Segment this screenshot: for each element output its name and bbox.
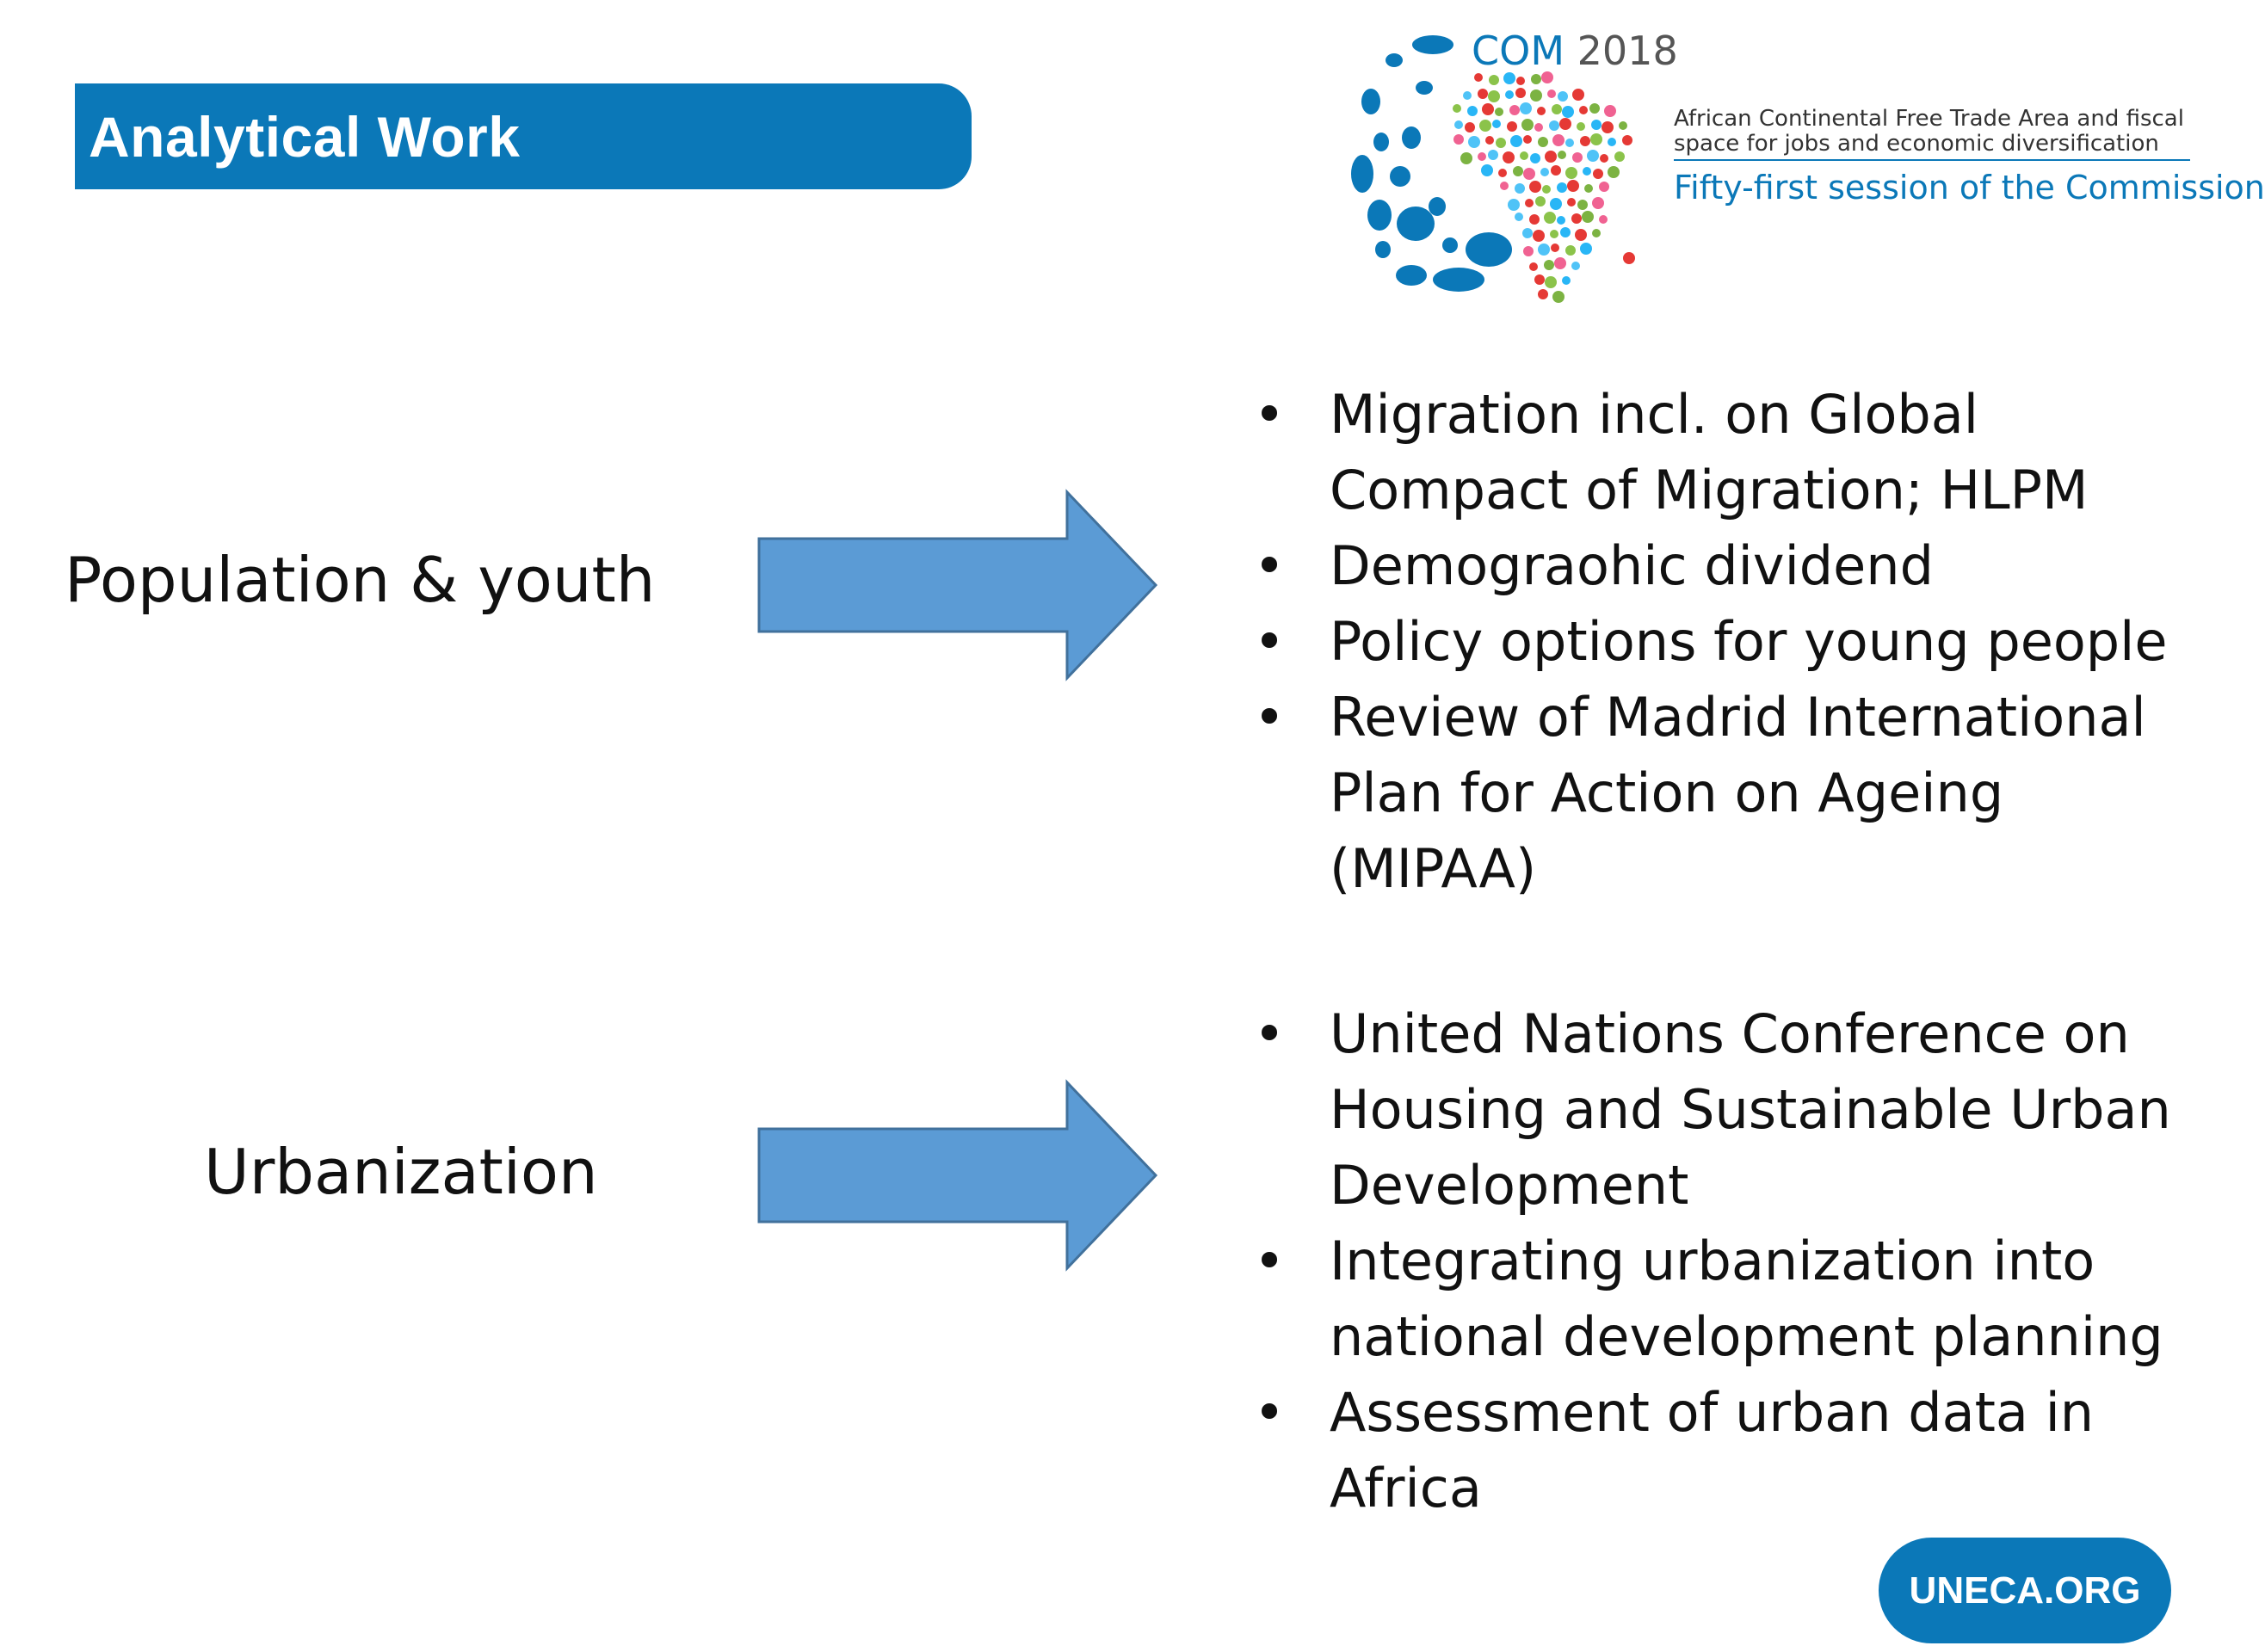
logo-dot bbox=[1565, 139, 1574, 147]
logo-dot bbox=[1567, 180, 1579, 192]
bullet-icon: • bbox=[1253, 610, 1286, 673]
list-item-text: Demograohic dividend bbox=[1330, 534, 1934, 597]
logo-dot bbox=[1508, 199, 1520, 211]
logo-dot bbox=[1571, 262, 1580, 270]
logo-dot bbox=[1454, 120, 1463, 129]
logo-dot bbox=[1562, 276, 1571, 285]
logo-dot bbox=[1545, 276, 1557, 288]
logo-dot bbox=[1577, 122, 1585, 131]
logo-dot bbox=[1599, 182, 1609, 192]
logo-session: Fifty-first session of the Commission bbox=[1674, 169, 2265, 206]
list-item bbox=[1252, 604, 2190, 680]
logo-dot bbox=[1604, 105, 1616, 117]
list-item bbox=[1252, 528, 2190, 604]
bullet-icon: • bbox=[1253, 383, 1286, 446]
logo-dot bbox=[1529, 214, 1540, 225]
logo-dot bbox=[1551, 243, 1559, 252]
logo-description: African Continental Free Trade Area and fiscal space for jobs and economic diversification bbox=[1674, 106, 2184, 157]
logo-dot bbox=[1580, 243, 1592, 255]
uneca-label: UNECA.ORG bbox=[1909, 1569, 2141, 1612]
list-item-text: United Nations Conference on Housing and Sustainable Urban Development bbox=[1330, 1002, 2171, 1217]
logo-dot bbox=[1565, 167, 1577, 179]
logo-dot bbox=[1590, 133, 1602, 145]
urbanization-bullet-list bbox=[1252, 996, 2190, 1526]
logo-dot bbox=[1547, 89, 1556, 98]
logo-dot bbox=[1534, 123, 1543, 132]
logo-dot bbox=[1559, 118, 1571, 130]
title-banner bbox=[75, 83, 972, 189]
logo-dot bbox=[1488, 90, 1500, 102]
com2018-logo bbox=[1330, 26, 2265, 314]
logo-dot bbox=[1529, 262, 1538, 271]
logo-dot bbox=[1505, 90, 1514, 99]
logo-dot bbox=[1482, 103, 1494, 115]
logo-dot bbox=[1534, 274, 1545, 285]
logo-dot bbox=[1529, 181, 1541, 193]
logo-dot bbox=[1503, 72, 1515, 84]
logo-dot bbox=[1575, 229, 1587, 241]
logo-dot bbox=[1550, 230, 1558, 238]
list-item bbox=[1252, 1224, 2190, 1375]
logo-dot bbox=[1577, 200, 1588, 210]
uneca-link-badge[interactable] bbox=[1879, 1538, 2171, 1643]
logo-dot bbox=[1623, 252, 1635, 264]
logo-dot bbox=[1485, 136, 1494, 145]
logo-dot bbox=[1622, 135, 1632, 145]
logo-dot bbox=[1515, 183, 1525, 194]
logo-dot bbox=[1495, 108, 1503, 116]
logo-dot bbox=[1530, 89, 1542, 102]
logo-dot bbox=[1523, 135, 1532, 144]
logo-dot bbox=[1579, 106, 1588, 114]
logo-dot bbox=[1544, 212, 1556, 224]
logo-dot bbox=[1530, 153, 1540, 163]
logo-dot bbox=[1523, 246, 1534, 256]
logo-dot bbox=[1562, 106, 1574, 118]
logo-dot bbox=[1520, 151, 1528, 160]
logo-dot bbox=[1488, 150, 1498, 160]
logo-dot bbox=[1478, 152, 1486, 161]
logo-dot bbox=[1531, 74, 1541, 84]
list-item-text: Assessment of urban data in Africa bbox=[1330, 1381, 2095, 1519]
bullet-icon: • bbox=[1253, 534, 1286, 597]
logo-dot bbox=[1580, 136, 1590, 146]
list-item-text: Integrating urbanization into national development planning bbox=[1330, 1230, 2163, 1368]
topic-urbanization: Urbanization bbox=[204, 1136, 598, 1208]
logo-dot bbox=[1513, 166, 1523, 176]
list-item-text: Policy options for young people bbox=[1330, 610, 2168, 673]
logo-dot bbox=[1550, 198, 1562, 210]
logo-dot bbox=[1510, 135, 1522, 147]
logo-dot bbox=[1608, 138, 1616, 146]
bullet-icon: • bbox=[1253, 1002, 1286, 1065]
logo-dot bbox=[1523, 168, 1535, 180]
logo-dot bbox=[1584, 184, 1593, 193]
logo-dot bbox=[1560, 227, 1571, 237]
logo-dot bbox=[1552, 134, 1565, 146]
logo-dot bbox=[1544, 260, 1554, 270]
bullet-icon: • bbox=[1253, 1230, 1286, 1292]
logo-dot bbox=[1481, 164, 1493, 176]
list-item bbox=[1252, 680, 2190, 907]
logo-dot bbox=[1479, 120, 1491, 132]
population-bullet-list bbox=[1252, 377, 2190, 907]
logo-dot bbox=[1492, 120, 1501, 128]
logo-dot bbox=[1522, 228, 1533, 238]
logo-com: COM bbox=[1472, 28, 1565, 74]
logo-dot bbox=[1557, 182, 1567, 193]
logo-dot bbox=[1558, 151, 1566, 159]
logo-dot bbox=[1540, 168, 1549, 176]
logo-dot bbox=[1554, 257, 1566, 269]
logo-dot bbox=[1565, 245, 1576, 256]
logo-dot bbox=[1468, 136, 1480, 148]
logo-dot bbox=[1571, 213, 1582, 224]
logo-dot bbox=[1509, 105, 1520, 115]
logo-dot bbox=[1537, 107, 1546, 115]
logo-year: 2018 bbox=[1577, 28, 1678, 74]
logo-dot bbox=[1614, 151, 1625, 162]
logo-dot bbox=[1463, 91, 1472, 100]
logo-dot bbox=[1474, 73, 1483, 82]
logo-dot bbox=[1552, 104, 1562, 114]
logo-dot bbox=[1496, 138, 1506, 148]
list-item-text: Review of Madrid International Plan for Action on Ageing (MIPAA) bbox=[1330, 686, 2146, 900]
logo-dot bbox=[1503, 151, 1515, 163]
logo-dot bbox=[1489, 75, 1499, 85]
logo-dot bbox=[1572, 89, 1584, 101]
logo-dot bbox=[1535, 196, 1546, 206]
logo-dot bbox=[1507, 121, 1517, 132]
logo-dot bbox=[1545, 151, 1557, 163]
logo-dot bbox=[1453, 134, 1464, 145]
logo-dot bbox=[1478, 89, 1488, 99]
logo-dot bbox=[1608, 166, 1620, 178]
logo-dot bbox=[1453, 104, 1461, 113]
logo-dot bbox=[1500, 182, 1509, 190]
logo-dot bbox=[1599, 215, 1608, 224]
logo-dot bbox=[1592, 229, 1601, 237]
logo-dot bbox=[1591, 120, 1602, 130]
topic-population-youth: Population & youth bbox=[65, 544, 656, 616]
logo-dot bbox=[1600, 154, 1608, 163]
logo-dot bbox=[1558, 91, 1568, 102]
logo-dot bbox=[1602, 121, 1614, 133]
logo-dot bbox=[1567, 198, 1576, 206]
logo-dot bbox=[1515, 88, 1526, 98]
logo-dot bbox=[1538, 289, 1548, 299]
bullet-icon: • bbox=[1253, 686, 1286, 749]
logo-dot bbox=[1520, 102, 1532, 114]
bullet-icon: • bbox=[1253, 1381, 1286, 1444]
right-arrow-icon bbox=[757, 490, 1162, 680]
logo-dot bbox=[1515, 213, 1523, 221]
logo-dot bbox=[1587, 150, 1599, 162]
logo-dot bbox=[1549, 120, 1559, 131]
logo-dot bbox=[1557, 216, 1565, 225]
logo-dot bbox=[1525, 199, 1534, 207]
logo-dot bbox=[1538, 137, 1548, 147]
logo-dot bbox=[1516, 77, 1525, 85]
logo-dot bbox=[1589, 103, 1600, 114]
logo-dot bbox=[1593, 169, 1603, 179]
list-item-text: Migration incl. on Global Compact of Migration; HLPM bbox=[1330, 383, 2089, 521]
logo-dot bbox=[1533, 230, 1545, 242]
right-arrow-icon bbox=[757, 1081, 1162, 1270]
logo-dot bbox=[1552, 291, 1565, 303]
logo-dot bbox=[1583, 167, 1591, 176]
logo-dot bbox=[1551, 165, 1561, 176]
logo-dot bbox=[1592, 197, 1604, 209]
logo-divider bbox=[1674, 159, 2190, 161]
logo-dot bbox=[1521, 119, 1534, 131]
logo-dot bbox=[1498, 169, 1507, 177]
logo-dot bbox=[1467, 106, 1478, 116]
page-title: Analytical Work bbox=[89, 104, 521, 169]
logo-dot bbox=[1465, 122, 1475, 133]
logo-dot bbox=[1538, 243, 1550, 256]
list-item bbox=[1252, 1375, 2190, 1526]
logo-dot bbox=[1460, 152, 1472, 164]
logo-dot bbox=[1619, 121, 1627, 130]
logo-dot bbox=[1572, 152, 1583, 163]
logo-dot bbox=[1582, 211, 1594, 223]
list-item bbox=[1252, 996, 2190, 1224]
logo-com2018 bbox=[1472, 28, 1678, 74]
logo-dot bbox=[1542, 185, 1551, 194]
list-item bbox=[1252, 377, 2190, 528]
